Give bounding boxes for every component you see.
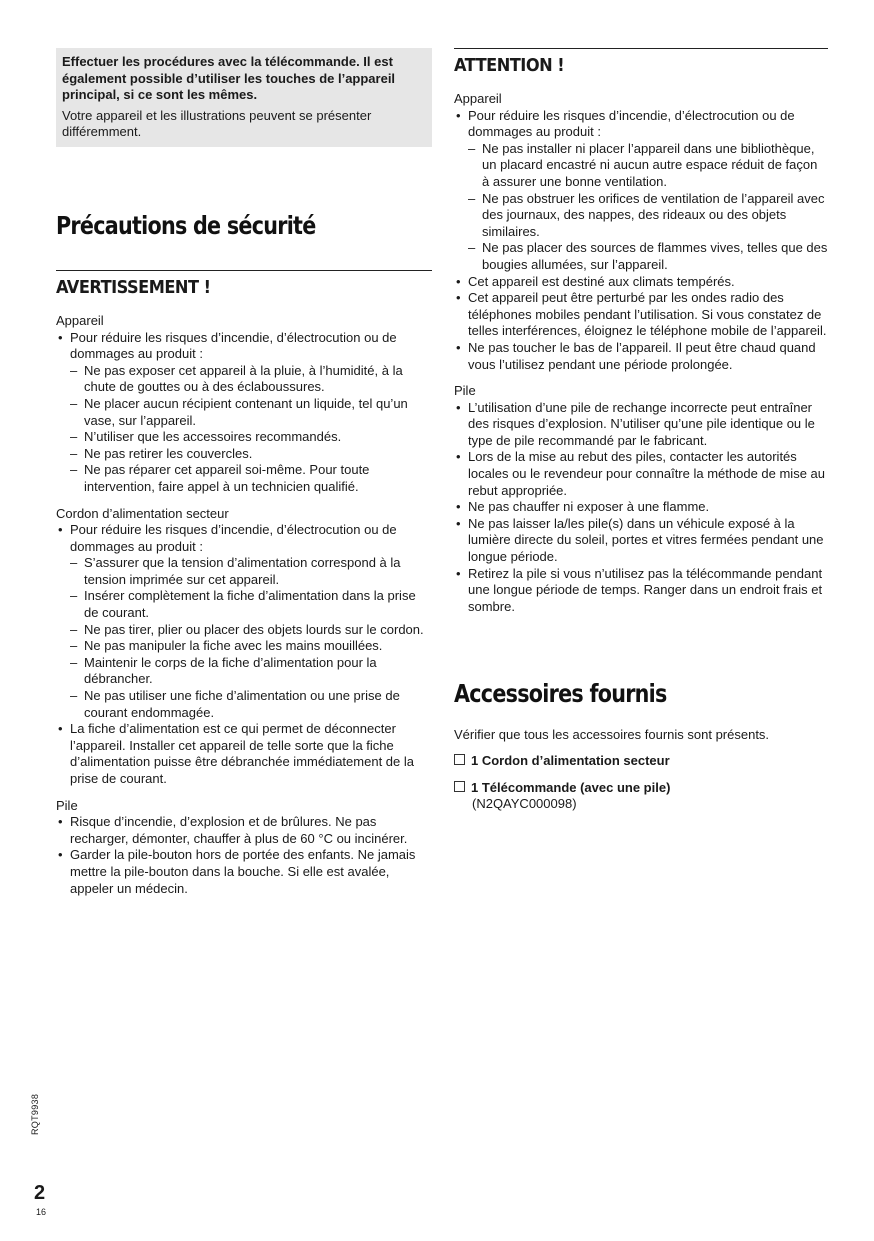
list-item: – Ne pas installer ni placer l’appareil dans une bibliothèque, un placard encastré ni aucun autre espace réduit de façon à assurer une bonne ventilation. — [454, 141, 828, 191]
list-item: – Ne pas utiliser une fiche d’alimentation ou une prise de courant endommagée. — [56, 688, 432, 721]
list-item: • Retirez la pile si vous n’utilisez pas la télécommande pendant une longue période de temps. Ranger dans un endroit frais et sombre. — [454, 566, 828, 616]
list-item — [454, 108, 828, 274]
appareil-label: Appareil — [56, 312, 104, 328]
cordon-intro: Pour réduire les risques d’incendie, d’électrocution ou de dommages au produit : — [70, 522, 397, 554]
list-item: – Ne pas tirer, plier ou placer des objets lourds sur le cordon. — [56, 622, 432, 639]
checkbox-icon — [454, 781, 465, 792]
list-item: • Garder la pile-bouton hors de portée des enfants. Ne jamais mettre la pile-bouton dans la bouche. Si elle est avalée, appeler un médecin. — [56, 847, 432, 897]
list-item: – Ne pas exposer cet appareil à la pluie, à l’humidité, à la chute de gouttes ou à des éclaboussures. — [56, 363, 432, 396]
accessories-title: Accessoires fournis — [454, 679, 667, 709]
left-column — [56, 48, 432, 897]
attention-pile-label: Pile — [454, 383, 476, 399]
list-item: • Lors de la mise au rebut des piles, contacter les autorités locales ou le revendeur pour connaître la méthode de mise au rebut appropriée. — [454, 449, 828, 499]
list-item — [56, 522, 432, 721]
list-item: – Ne pas manipuler la fiche avec les mains mouillées. — [56, 638, 432, 655]
list-item: • Cet appareil est destiné aux climats tempérés. — [454, 274, 828, 291]
appareil-list — [56, 330, 432, 496]
appareil-intro: Pour réduire les risques d’incendie, d’électrocution ou de dommages au produit : — [70, 329, 397, 362]
attention-appareil-label: Appareil — [454, 91, 502, 106]
list-item: – Ne pas retirer les couvercles. — [56, 446, 432, 463]
page-number: 2 — [34, 1182, 46, 1204]
attention-heading: ATTENTION ! — [454, 48, 828, 77]
checkbox-icon — [454, 754, 465, 765]
list-item: • La fiche d’alimentation est ce qui permet de déconnecter l’appareil. Installer cet appareil de telle sorte que la fiche d’alimentation puisse être débranchée immédiatement de la prise de courant. — [56, 721, 432, 787]
list-item: – Ne placer aucun récipient contenant un liquide, tel qu’un vase, sur l’appareil. — [56, 396, 432, 429]
pile-list — [56, 814, 432, 897]
list-item — [56, 330, 432, 496]
model-code: RQT9938 — [30, 1093, 40, 1135]
remote-note-box — [56, 48, 432, 147]
list-item: • Ne pas laisser la/les pile(s) dans un véhicule exposé à la lumière directe du soleil, portes et vitres fermées pendant une longue période. — [454, 516, 828, 566]
list-item: – Ne pas obstruer les orifices de ventilation de l’appareil avec des journaux, des nappes, des rideaux ou des objets similaires. — [454, 191, 828, 241]
list-item: • L’utilisation d’une pile de rechange incorrecte peut entraîner des risques d’explosion. N’utiliser qu’une pile identique ou le type de pile recommandé par le fabricant. — [454, 400, 828, 450]
safety-title: Précautions de sécurité — [56, 210, 316, 240]
list-item: – Ne pas réparer cet appareil soi-même. Pour toute intervention, faire appel à un technicien qualifié. — [56, 462, 432, 495]
accessory-item-cord — [454, 753, 828, 770]
page-sub-number: 16 — [36, 1207, 47, 1217]
attention-pile-list — [454, 400, 828, 616]
note-text: Votre appareil et les illustrations peuvent se présenter différemment. — [62, 107, 372, 140]
list-item: – Ne pas placer des sources de flammes vives, telles que des bougies allumées, sur l’appareil. — [454, 240, 828, 273]
cordon-list — [56, 522, 432, 788]
right-column — [454, 48, 828, 813]
accessory-cord-label: 1 Cordon d’alimentation secteur — [471, 753, 670, 768]
list-item: – Maintenir le corps de la fiche d’alimentation pour la débrancher. — [56, 655, 432, 688]
list-item: • Cet appareil peut être perturbé par les ondes radio des téléphones mobiles pendant l’utilisation. Si vous constatez de telles interférences, éloignez le téléphone mobile de l’appareil. — [454, 290, 828, 340]
note-bold-text: Effectuer les procédures avec la télécommande. Il est également possible d’utiliser les touches de l’appareil principal, si ce sont les mêmes. — [62, 54, 396, 103]
accessory-item-remote — [454, 780, 828, 797]
attention-appareil-list — [454, 108, 828, 374]
accessory-remote-label: 1 Télécommande (avec une pile) — [471, 779, 671, 795]
list-item: – S’assurer que la tension d’alimentation correspond à la tension imprimée sur cet appareil. — [56, 555, 432, 588]
list-item: – N’utiliser que les accessoires recommandés. — [56, 429, 432, 446]
attention-appareil-intro: Pour réduire les risques d’incendie, d’électrocution ou de dommages au produit : — [468, 107, 795, 140]
accessories-intro: Vérifier que tous les accessoires fournis sont présents. — [454, 727, 770, 743]
list-item: • Risque d’incendie, d’explosion et de brûlures. Ne pas recharger, démonter, chauffer à plus de 60 °C ou incinérer. — [56, 814, 432, 847]
list-item: • Ne pas chauffer ni exposer à une flamme. — [454, 499, 828, 516]
warning-heading: AVERTISSEMENT ! — [56, 270, 432, 299]
list-item: – Insérer complètement la fiche d’alimentation dans la prise de courant. — [56, 588, 432, 621]
pile-label: Pile — [56, 797, 78, 813]
list-item: • Ne pas toucher le bas de l’appareil. Il peut être chaud quand vous l’utilisez pendant une période prolongée. — [454, 340, 828, 373]
cordon-label: Cordon d’alimentation secteur — [56, 505, 229, 521]
accessory-remote-code: (N2QAYC000098) — [472, 796, 577, 812]
